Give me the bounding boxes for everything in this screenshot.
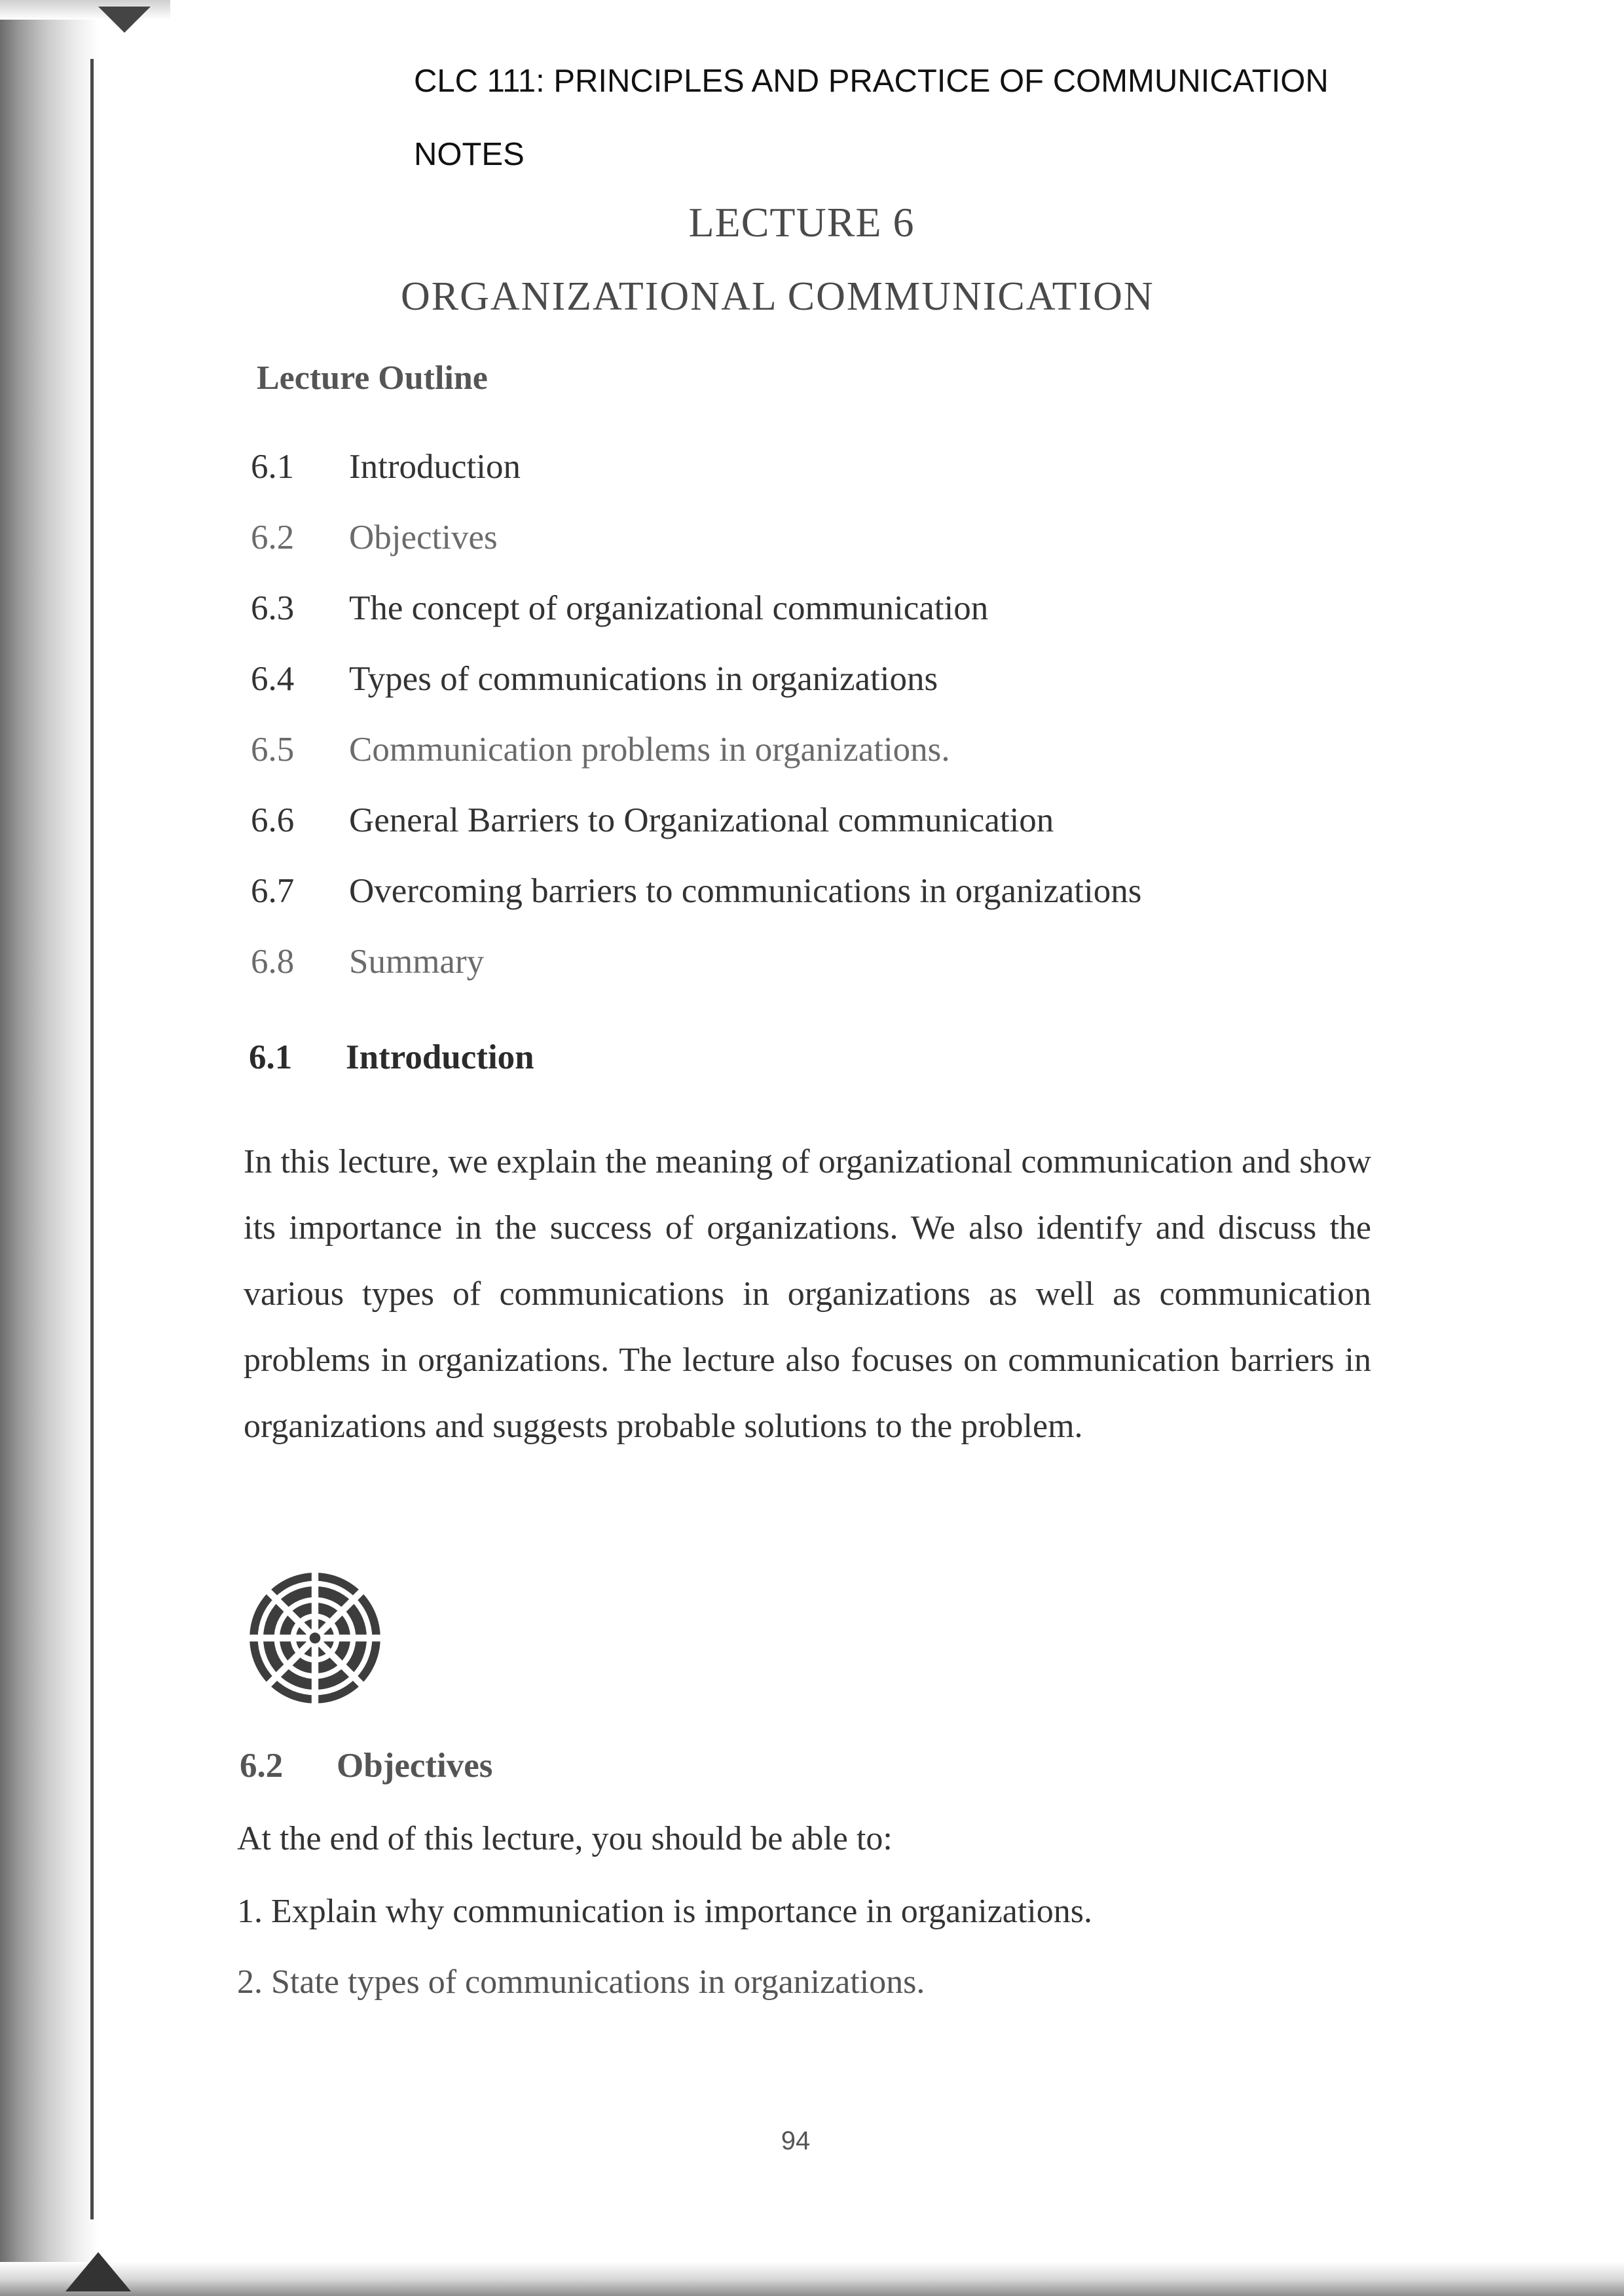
lecture-title xyxy=(0,198,1624,247)
outline-item-number: 6.4 xyxy=(251,660,295,698)
outline-item-number: 6.3 xyxy=(251,589,295,627)
objective-item: 1. Explain why communication is importance in organizations. xyxy=(237,1893,1092,1930)
lecture-outline-list xyxy=(251,447,1141,1013)
introduction-paragraph: In this lecture, we explain the meaning of organizational communication and show its importance in the success of organizations. We also identify and discuss the various types of communications in organizations as well as communication problems in organizations. The lecture also focuses on communication barriers in organizations and suggests probable solutions to the problem. xyxy=(244,1143,1371,1445)
outline-item-label: General Barriers to Organizational communication xyxy=(349,801,1054,839)
scan-bottom-edge xyxy=(0,2262,1624,2296)
scan-gutter-shadow xyxy=(0,0,98,2296)
course-header: CLC 111: PRINCIPLES AND PRACTICE OF COMMUNICATION xyxy=(414,64,1329,99)
introduction-title: Introduction xyxy=(346,1038,534,1076)
objectives-intro: At the end of this lecture, you should be able to: xyxy=(237,1820,893,1857)
outline-item-number: 6.6 xyxy=(251,801,295,839)
target-emblem-icon xyxy=(247,1570,383,1706)
outline-item-number: 6.7 xyxy=(251,872,295,910)
outline-item-number: 6.1 xyxy=(251,448,295,486)
outline-item xyxy=(251,730,1141,801)
page-number xyxy=(0,2126,1624,2156)
objectives-list xyxy=(237,1892,1092,2033)
outline-item xyxy=(251,659,1141,730)
outline-item-label: Overcoming barriers to communications in organizations xyxy=(349,872,1142,910)
introduction-heading xyxy=(249,1038,534,1077)
outline-item-label: Summary xyxy=(349,943,485,981)
objectives-heading xyxy=(240,1746,492,1785)
scan-gutter-line xyxy=(90,59,94,2219)
outline-item xyxy=(251,518,1141,589)
outline-item-label: Communication problems in organizations. xyxy=(349,731,950,769)
outline-item xyxy=(251,447,1141,518)
objectives-title: Objectives xyxy=(337,1747,493,1785)
scan-top-corner xyxy=(98,7,151,33)
scan-bottom-corner xyxy=(65,2252,131,2291)
page-number-text: 94 xyxy=(781,2126,811,2155)
outline-item xyxy=(251,942,1141,1013)
outline-item-label: Types of communications in organizations xyxy=(349,660,938,698)
outline-item-label: The concept of organizational communication xyxy=(349,589,989,627)
objectives-number: 6.2 xyxy=(240,1747,284,1785)
outline-item-number: 6.5 xyxy=(251,731,295,769)
outline-item xyxy=(251,589,1141,659)
outline-heading: Lecture Outline xyxy=(257,359,488,397)
objective-item: 2. State types of communications in organizations. xyxy=(237,1963,925,2001)
outline-item-label: Objectives xyxy=(349,519,498,556)
outline-item xyxy=(251,871,1141,942)
outline-item-number: 6.2 xyxy=(251,519,295,556)
lecture-title-text: LECTURE 6 xyxy=(688,199,915,246)
outline-item-label: Introduction xyxy=(349,448,521,486)
notes-header: NOTES xyxy=(414,137,525,172)
lecture-subtitle: ORGANIZATIONAL COMMUNICATION xyxy=(401,274,1154,319)
introduction-number: 6.1 xyxy=(249,1038,293,1076)
outline-item xyxy=(251,801,1141,871)
outline-item-number: 6.8 xyxy=(251,943,295,981)
